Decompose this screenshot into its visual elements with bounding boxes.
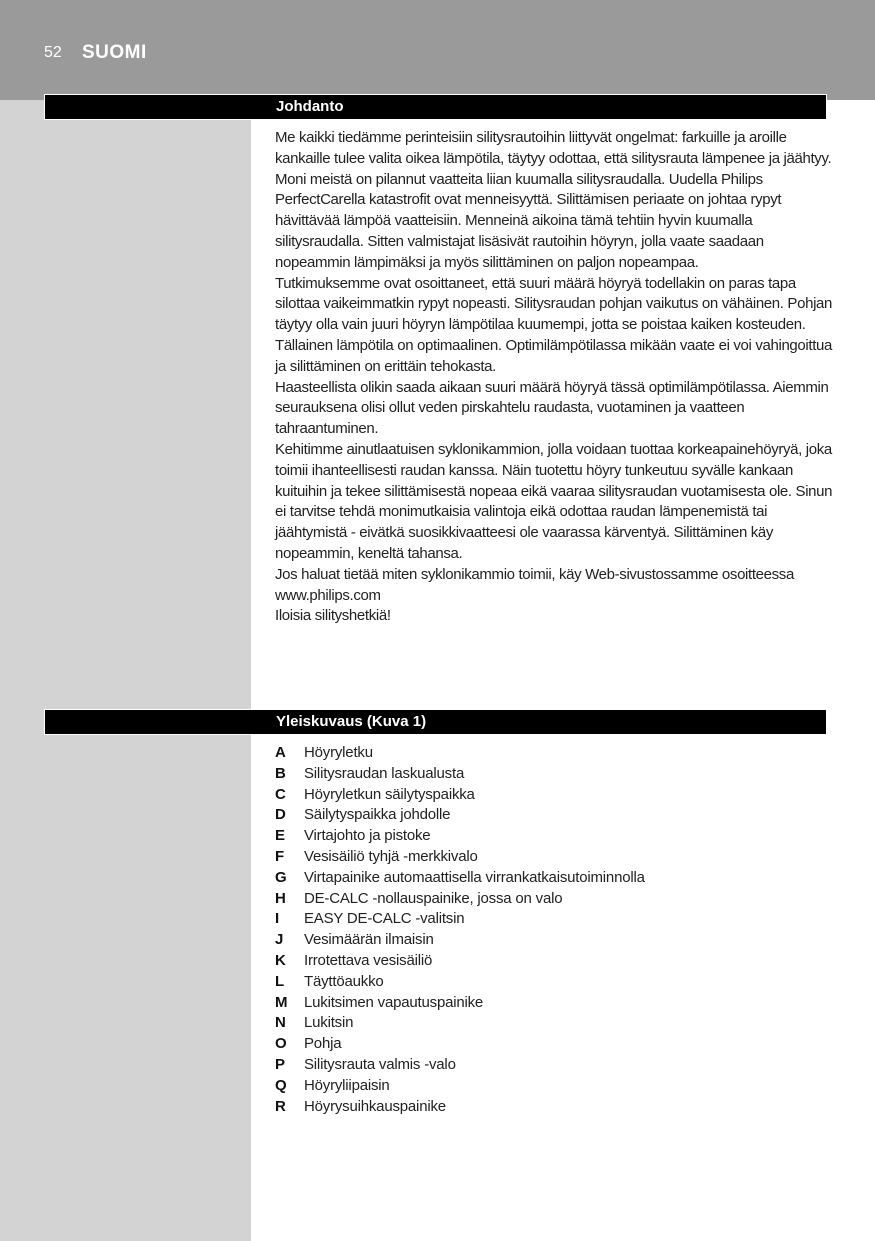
part-letter: L	[275, 972, 284, 990]
intro-body	[275, 128, 835, 627]
part-letter: Q	[275, 1076, 287, 1094]
part-label: EASY DE-CALC -valitsin	[304, 910, 465, 928]
part-letter: P	[275, 1055, 285, 1073]
intro-paragraph: Me kaikki tiedämme perinteisiin silitysrautoihin liittyvät ongelmat: farkuille ja aroille kankaille tulee valita oikea lämpötila, täytyy odottaa, että silitysrauta lämpenee ja jäähtyy. Moni meistä on pilannut vaatteita liian kuumalla silitysraudalla. Uudella Philips PerfectCarella katastrofit ovat menneisyyttä. Silittämisen periaate on johtaa rypyt hävittävää lämpöä vaatteisiin. Menneinä aikoina tämä tehtiin hyvin kuumalla silitysraudalla. Sitten valmistajat lisäsivät rautoihin höyryn, jolla vaate saadaan nopeammin lämpimäksi ja myös silittäminen on paljon nopeampaa.	[275, 129, 832, 271]
list-item	[275, 785, 835, 806]
part-letter: M	[275, 993, 288, 1011]
part-label: Vesisäiliö tyhjä -merkkivalo	[304, 847, 478, 865]
list-item	[275, 951, 835, 972]
part-letter: B	[275, 764, 286, 782]
part-label: Pohja	[304, 1035, 342, 1053]
part-letter: G	[275, 868, 287, 886]
language-title: SUOMI	[82, 42, 147, 63]
part-letter: O	[275, 1035, 287, 1053]
section-header-overview	[44, 709, 827, 735]
part-label: Virtapainike automaattisella virrankatkaisutoiminnolla	[304, 868, 645, 886]
page-number: 52	[44, 44, 62, 61]
page-header	[0, 0, 875, 100]
intro-paragraph: Haasteellista olikin saada aikaan suuri määrä höyryä tässä optimilämpötilassa. Aiemmin seurauksena olisi ollut veden pirskahtelu raudasta, vuotaminen ja vaatteen tahraantuminen.	[275, 378, 829, 438]
list-item	[275, 764, 835, 785]
part-label: Silitysraudan laskualusta	[304, 764, 465, 782]
part-letter: F	[275, 847, 284, 865]
part-label: Irrotettava vesisäiliö	[304, 951, 433, 969]
part-letter: C	[275, 785, 286, 803]
list-item	[275, 930, 835, 951]
part-label: Höyryliipaisin	[304, 1076, 390, 1094]
section-header-intro	[44, 94, 827, 120]
part-letter: A	[275, 744, 286, 761]
left-margin-column	[0, 0, 251, 1241]
part-label: Silitysrauta valmis -valo	[304, 1055, 456, 1073]
part-label: Höyryletkun säilytyspaikka	[304, 785, 475, 803]
list-item	[275, 868, 835, 889]
part-letter: R	[275, 1097, 286, 1115]
part-letter: I	[275, 910, 279, 928]
part-label: Höyryletku	[304, 744, 373, 761]
list-item	[275, 972, 835, 993]
section-title-intro: Johdanto	[276, 98, 344, 115]
part-label: Säilytyspaikka johdolle	[304, 806, 451, 824]
part-label: Lukitsin	[304, 1014, 354, 1032]
list-item	[275, 889, 835, 910]
intro-paragraph: Kehitimme ainutlaatuisen syklonikammion, jolla voidaan tuottaa korkeapainehöyryä, joka toimii ihanteellisesti raudan kanssa. Näin tuotettu höyry tunkeutuu syvälle kankaan kuituihin ja tekee silittämisestä nopeaa eikä vaaraa silitysraudan vuotamisesta ole. Sinun ei tarvitse tehdä monimutkaisia valintoja eikä odottaa raudan lämpenemistä tai jäähtymistä - eivätkä suosikkivaatteesi ole vaarassa kärventyä. Silittäminen käy nopeammin, keneltä tahansa.	[275, 440, 833, 562]
list-item	[275, 743, 835, 764]
intro-paragraph: Iloisia silityshetkiä!	[275, 607, 391, 625]
part-label: Virtajohto ja pistoke	[304, 827, 431, 845]
list-item	[275, 826, 835, 847]
part-letter: H	[275, 889, 286, 907]
part-label: Höyrysuihkauspainike	[304, 1097, 446, 1115]
list-item	[275, 909, 835, 930]
list-item	[275, 847, 835, 868]
part-letter: K	[275, 951, 286, 969]
list-item	[275, 1034, 835, 1055]
list-item	[275, 1055, 835, 1076]
intro-paragraph: Tutkimuksemme ovat osoittaneet, että suuri määrä höyryä todellakin on paras tapa silottaa vaikeimmatkin rypyt nopeasti. Silitysraudan pohjan vaikutus on vähäinen. Pohjan täytyy olla vain juuri höyryn lämpötilaa kuumempi, jotta se poistaa kaiken kosteuden. Tällainen lämpötila on optimaalinen. Optimilämpötilassa mikään vaate ei voi vahingoittua ja silittäminen on erittäin tehokasta.	[275, 274, 833, 375]
list-item	[275, 805, 835, 826]
part-label: Vesimäärän ilmaisin	[304, 931, 434, 949]
intro-paragraph: Jos haluat tietää miten syklonikammio toimii, käy Web-sivustossamme osoitteessa www.philips.com	[275, 565, 794, 604]
part-letter: E	[275, 827, 285, 845]
part-label: Täyttöaukko	[304, 972, 384, 990]
part-label: DE-CALC -nollauspainike, jossa on valo	[304, 889, 563, 907]
part-label: Lukitsimen vapautuspainike	[304, 993, 484, 1011]
part-letter: J	[275, 931, 284, 949]
part-letter: D	[275, 806, 286, 824]
list-item	[275, 1076, 835, 1097]
list-item	[275, 1097, 835, 1118]
list-item	[275, 1013, 835, 1034]
parts-list	[275, 743, 835, 1117]
list-item	[275, 993, 835, 1014]
part-letter: N	[275, 1014, 286, 1032]
section-title-overview: Yleiskuvaus (Kuva 1)	[276, 713, 427, 730]
